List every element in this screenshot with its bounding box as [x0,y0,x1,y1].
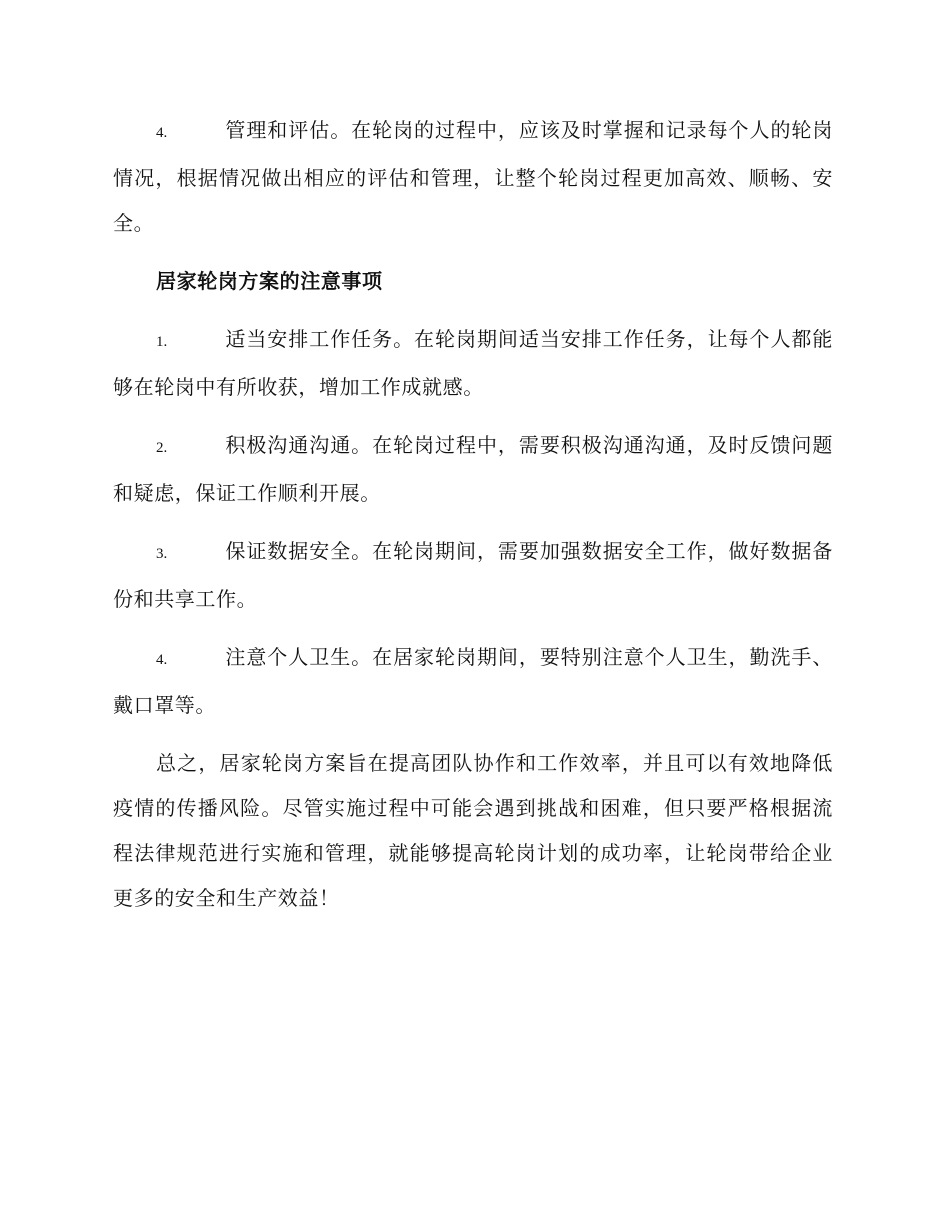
list-item-text: 注意个人卫生。在居家轮岗期间，要特别注意个人卫生，勤洗手、戴口罩等。 [113,645,833,717]
list-item [113,317,833,410]
list-item-text: 保证数据安全。在轮岗期间，需要加强数据安全工作，做好数据备份和共享工作。 [113,539,833,611]
list-item [113,529,833,622]
list-item-number: 4. [156,652,168,668]
list-item-text: 管理和评估。在轮岗的过程中，应该及时掌握和记录每个人的轮岗情况，根据情况做出相应的评估和管理，让整个轮岗过程更加高效、顺畅、安全。 [113,118,833,235]
list-item-number: 2. [156,440,168,456]
document-page [113,108,833,934]
list-item-number: 4. [156,125,168,141]
list-item-management [113,108,833,246]
list-item-text: 积极沟通沟通。在轮岗过程中，需要积极沟通沟通，及时反馈问题和疑虑，保证工作顺利开展。 [113,433,833,505]
list-item-text: 适当安排工作任务。在轮岗期间适当安排工作任务，让每个人都能够在轮岗中有所收获，增加工作成就感。 [113,327,833,399]
list-item [113,635,833,728]
list-item [113,423,833,516]
section-heading: 居家轮岗方案的注意事项 [156,269,383,293]
list-item-number: 1. [156,334,168,350]
list-item-number: 3. [156,546,168,562]
conclusion-paragraph: 总之，居家轮岗方案旨在提高团队协作和工作效率，并且可以有效地降低疫情的传播风险。尽管实施过程中可能会遇到挑战和困难，但只要严格根据流程法律规范进行实施和管理，就能够提高轮岗计划的成功率，让轮岗带给企业更多的安全和生产效益！ [113,751,833,910]
